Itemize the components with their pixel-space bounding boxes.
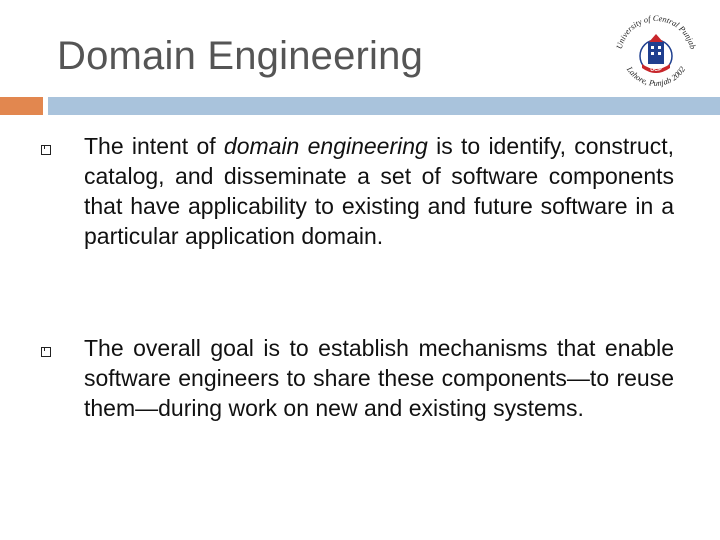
bullet-1-prefix: The intent of — [84, 133, 224, 159]
logo-center-text: UCP — [650, 67, 662, 73]
bullet-square-icon — [41, 145, 51, 155]
bullet-text-1 — [84, 131, 674, 251]
bullet-1-emphasis: domain engineering — [223, 133, 428, 159]
bullet-square-icon — [41, 347, 51, 357]
title-accent-bar — [0, 97, 43, 115]
logo-emblem-icon — [640, 34, 672, 73]
bullet-1-suffix: is to identify, construct, catalog, and disseminate a set of software components that have applicability to existing and future software in a particular application domain. — [84, 133, 674, 249]
slide-title: Domain Engineering — [57, 34, 424, 78]
university-logo — [611, 8, 701, 98]
logo-top-text: University of Central Punjab — [614, 13, 698, 51]
logo-bottom-text: Lahore, Punjab 2002 — [624, 65, 688, 88]
title-underline-bar — [48, 97, 720, 115]
bullet-text-2: The overall goal is to establish mechanisms that enable software engineers to share these components—to reuse them—during work on new and existing systems. — [84, 335, 674, 421]
